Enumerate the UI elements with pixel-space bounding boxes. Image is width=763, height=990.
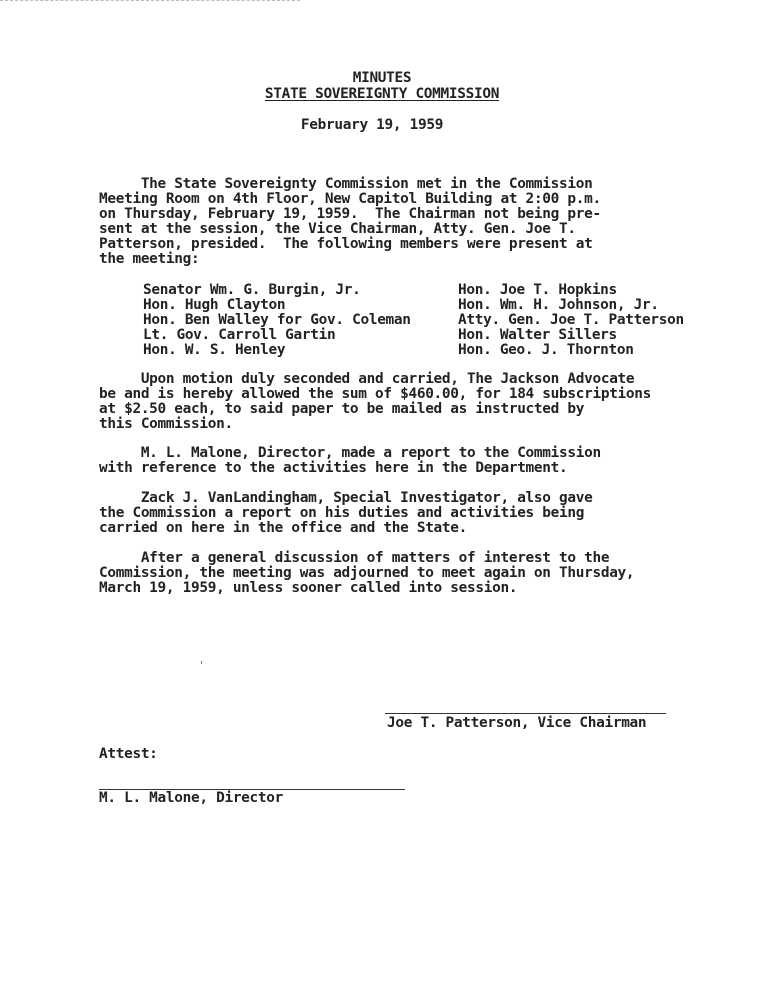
scan-speck	[201, 661, 202, 664]
member-name: Hon. Geo. J. Thornton	[458, 342, 634, 358]
text-line: the meeting:	[99, 251, 200, 267]
text-line: Patterson, presided. The following members were present at	[99, 236, 593, 252]
text-line: Upon motion duly seconded and carried, The Jackson Advocate	[99, 371, 635, 387]
member-name: Senator Wm. G. Burgin, Jr.	[143, 282, 361, 298]
scan-edge-dashes	[0, 0, 300, 1]
text-line: be and is hereby allowed the sum of $460.00, for 184 subscriptions	[99, 386, 652, 402]
text-line: sent at the session, the Vice Chairman, Atty. Gen. Joe T.	[99, 221, 576, 237]
director-signature: M. L. Malone, Director	[99, 790, 284, 806]
vice-chairman-signature: Joe T. Patterson, Vice Chairman	[387, 715, 647, 731]
document-title: MINUTES	[352, 70, 412, 86]
document-date: February 19, 1959	[300, 117, 444, 133]
members-left-column	[143, 283, 411, 358]
text-line: After a general discussion of matters of interest to the	[99, 550, 610, 566]
director-report-paragraph	[99, 446, 601, 476]
member-name: Hon. Walter Sillers	[458, 327, 617, 343]
text-line: the Commission a report on his duties and activities being	[99, 505, 585, 521]
member-name: Hon. W. S. Henley	[143, 342, 286, 358]
document-subtitle: STATE SOVEREIGNTY COMMISSION	[264, 86, 500, 102]
investigator-report-paragraph	[99, 491, 592, 536]
member-name: Hon. Wm. H. Johnson, Jr.	[458, 297, 659, 313]
text-line: Commission, the meeting was adjourned to meet again on Thursday,	[99, 565, 635, 581]
text-line: at $2.50 each, to said paper to be mailed as instructed by	[99, 401, 585, 417]
member-name: Atty. Gen. Joe T. Patterson	[458, 312, 684, 328]
text-line: March 19, 1959, unless sooner called into session.	[99, 580, 518, 596]
members-right-column	[458, 283, 684, 358]
text-line: carried on here in the office and the State.	[99, 520, 468, 536]
text-line: Meeting Room on 4th Floor, New Capitol Building at 2:00 p.m.	[99, 191, 601, 207]
intro-paragraph	[99, 177, 601, 267]
motion-paragraph	[99, 372, 651, 432]
text-line: Zack J. VanLandingham, Special Investigator, also gave	[99, 490, 593, 506]
text-line: on Thursday, February 19, 1959. The Chairman not being pre-	[99, 206, 601, 222]
text-line: The State Sovereignty Commission met in the Commission	[99, 176, 593, 192]
member-name: Hon. Ben Walley for Gov. Coleman	[143, 312, 411, 328]
vice-chairman-signature-line	[385, 713, 666, 714]
member-name: Hon. Joe T. Hopkins	[458, 282, 617, 298]
text-line: M. L. Malone, Director, made a report to the Commission	[99, 445, 601, 461]
member-name: Lt. Gov. Carroll Gartin	[143, 327, 336, 343]
adjournment-paragraph	[99, 551, 634, 596]
text-line: with reference to the activities here in the Department.	[99, 460, 568, 476]
member-name: Hon. Hugh Clayton	[143, 297, 286, 313]
text-line: this Commission.	[99, 416, 233, 432]
attest-label: Attest:	[99, 746, 158, 762]
